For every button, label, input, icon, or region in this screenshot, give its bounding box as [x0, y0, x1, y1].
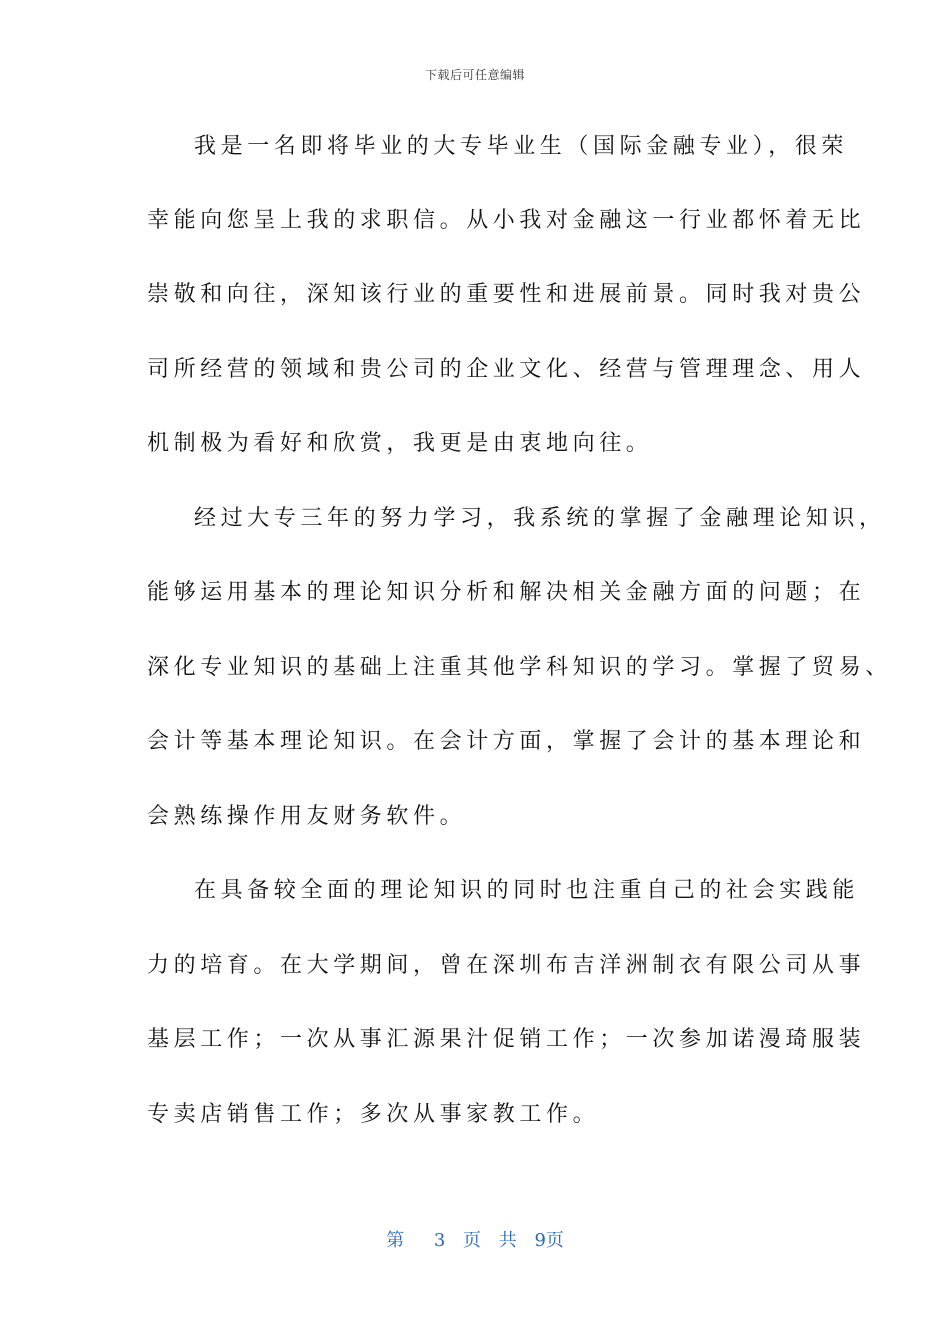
body-line: 崇敬和向往，深知该行业的重要性和进展前景。同时我对贵公: [147, 282, 866, 307]
body-line: 会熟练操作用友财务软件。: [147, 804, 467, 829]
body-line: 在具备较全面的理论知识的同时也注重自己的社会实践能: [194, 878, 860, 903]
footer-ye: 页: [463, 1230, 481, 1251]
footer-page-number: 3: [433, 1230, 446, 1251]
body-line: 基层工作；一次从事汇源果汁促销工作；一次参加诺漫琦服装: [147, 1027, 866, 1052]
body-line: 能够运用基本的理论知识分析和解决相关金融方面的问题；在: [147, 580, 866, 605]
body-line: 司所经营的领域和贵公司的企业文化、经营与管理理念、用人: [147, 357, 866, 382]
footer-di: 第: [386, 1230, 405, 1251]
page-footer: [0, 1226, 950, 1252]
body-line: 机制极为看好和欣赏，我更是由衷地向往。: [147, 431, 653, 456]
footer-gong: 共: [498, 1230, 517, 1251]
body-line: 力的培育。在大学期间，曾在深圳布吉洋洲制衣有限公司从事: [147, 953, 866, 978]
body-line: 经过大专三年的努力学习，我系统的掌握了金融理论知识，: [194, 506, 886, 531]
page-header: 下载后可任意编辑: [424, 68, 525, 82]
footer-total-pages: 9页: [534, 1230, 564, 1251]
body-line: 专卖店销售工作；多次从事家教工作。: [147, 1102, 600, 1127]
body-line: 会计等基本理论知识。在会计方面，掌握了会计的基本理论和: [147, 729, 866, 754]
body-line: 我是一名即将毕业的大专毕业生（国际金融专业），很荣: [194, 134, 849, 159]
body-line: 幸能向您呈上我的求职信。从小我对金融这一行业都怀着无比: [147, 208, 866, 233]
body-line: 深化专业知识的基础上注重其他学科知识的学习。掌握了贸易、: [147, 655, 892, 680]
